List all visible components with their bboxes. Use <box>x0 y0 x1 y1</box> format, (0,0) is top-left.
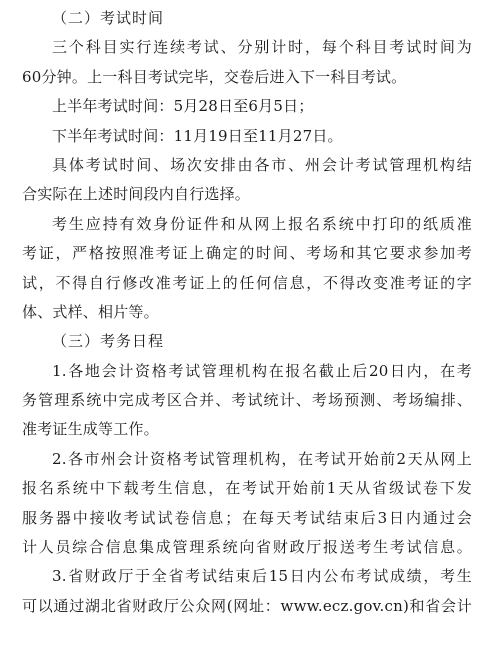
paragraph-line: 具体考试时间、场次安排由各市、州会计考试管理机构结 <box>52 155 472 174</box>
paragraph-line: 考证，严格按照准考证上确定的时间、考场和其它要求参加考 <box>22 244 472 263</box>
paragraph-line: 准考证生成等工作。 <box>22 420 159 439</box>
paragraph-line: 60分钟。上一科目考试完毕，交卷后进入下一科目考试。 <box>22 67 407 86</box>
paragraph-line: 报名系统中下载考生信息，在考试开始前1天从省级试卷下发 <box>22 479 472 498</box>
paragraph-line: 计人员综合信息集成管理系统向省财政厅报送考生考试信息。 <box>22 538 472 557</box>
paragraph-line: 服务器中接收考试试卷信息；在每天考试结束后3日内通过会 <box>22 508 472 527</box>
paragraph-line: 考生应持有效身份证件和从网上报名系统中打印的纸质准 <box>52 214 472 233</box>
paragraph-line: 3.省财政厅于全省考试结束后15日内公布考试成绩，考生 <box>52 567 472 586</box>
section-heading-exam-schedule: （三）考务日程 <box>52 332 165 351</box>
paragraph-line: 1.各地会计资格考试管理机构在报名截止后20日内，在考 <box>52 361 472 380</box>
paragraph-line: 务管理系统中完成考区合并、考试统计、考场预测、考场编排、 <box>22 391 472 410</box>
paragraph-line: 体、式样、相片等。 <box>22 302 159 321</box>
paragraph-line: 试，不得自行修改准考证上的任何信息，不得改变准考证的字 <box>22 273 472 292</box>
paragraph-line: 可以通过湖北省财政厅公众网(网址：www.ecz.gov.cn)和省会计 <box>22 596 472 615</box>
paragraph-line-first-half-schedule: 上半年考试时间：5月28日至6月5日； <box>52 97 314 116</box>
paragraph-line: 三个科目实行连续考试、分别计时，每个科目考试时间为 <box>52 38 472 57</box>
paragraph-line-second-half-schedule: 下半年考试时间：11月19日至11月27日。 <box>52 126 343 145</box>
paragraph-line: 合实际在上述时间段内自行选择。 <box>22 185 251 204</box>
paragraph-line: 2.各市州会计资格考试管理机构，在考试开始前2天从网上 <box>52 449 472 468</box>
section-heading-exam-time: （二）考试时间 <box>52 9 165 27</box>
